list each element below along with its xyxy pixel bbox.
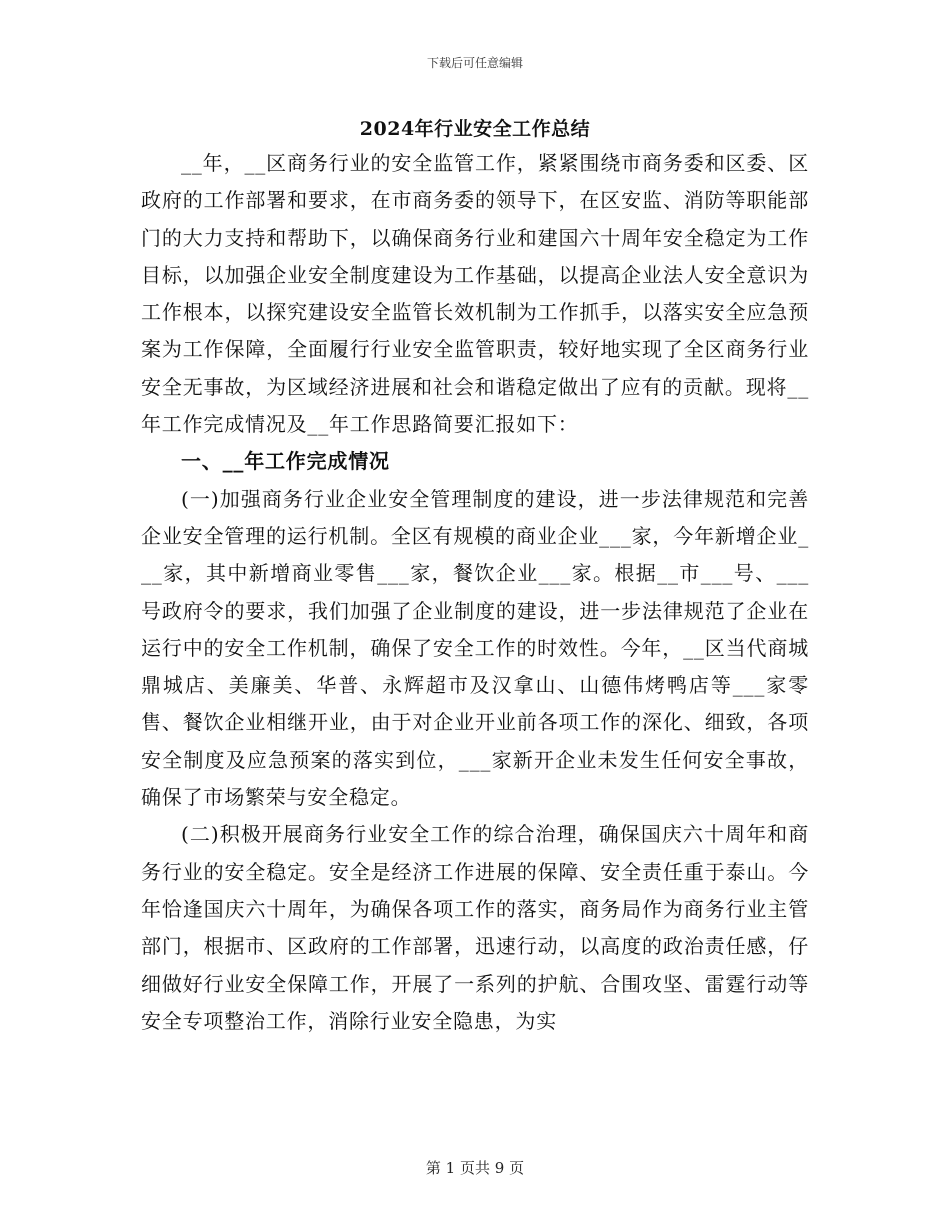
intro-paragraph: __年，__区商务行业的安全监管工作，紧紧围绕市商务委和区委、区政府的工作部署和要求，在市商务委的领导下，在区安监、消防等职能部门的大力支持和帮助下，以确保商务行业和建国六十周年安全稳定为工作目标，以加强企业安全制度建设为工作基础，以提高企业法人安全意识为工作根本，以探究建设安全监管长效机制为工作抓手，以落实安全应急预案为工作保障，全面履行行业安全监管职责，较好地实现了全区商务行业安全无事故，为区域经济进展和社会和谐稳定做出了应有的贡献。现将__年工作完成情况及__年工作思路简要汇报如下： <box>141 151 809 437</box>
page-header-note: 下载后可任意编辑 <box>426 56 523 70</box>
section1-paragraph-1: (一)加强商务行业企业安全管理制度的建设，进一步法律规范和完善企业安全管理的运行机制。全区有规模的商业企业___家，今年新增企业___家，其中新增商业零售___家，餐饮企业___家。根据__市___号、___号政府令的要求，我们加强了企业制度的建设，进一步法律规范了企业在运行中的安全工作机制，确保了安全工作的时效性。今年，__区当代商城鼎城店、美廉美、华普、永辉超市及汉拿山、山德伟烤鸭店等___家零售、餐饮企业相继开业，由于对企业开业前各项工作的深化、细致，各项安全制度及应急预案的落实到位，___家新开企业未发生任何安全事故，确保了市场繁荣与安全稳定。 <box>141 486 809 810</box>
document-body <box>141 145 809 1040</box>
document-title: 2024年行业安全工作总结 <box>359 118 591 140</box>
section1-paragraph-2: (二)积极开展商务行业安全工作的综合治理，确保国庆六十周年和商务行业的安全稳定。安全是经济工作进展的保障、安全责任重于泰山。今年恰逢国庆六十周年，为确保各项工作的落实，商务局作为商务行业主管部门，根据市、区政府的工作部署，迅速行动，以高度的政治责任感，仔细做好行业安全保障工作，开展了一系列的护航、合围攻坚、雷霆行动等安全专项整治工作，消除行业安全隐患，为实 <box>141 822 809 1033</box>
page-footer-number: 第 1 页共 9 页 <box>425 1159 525 1177</box>
section-heading-1: 一、__年工作完成情况 <box>181 449 390 474</box>
